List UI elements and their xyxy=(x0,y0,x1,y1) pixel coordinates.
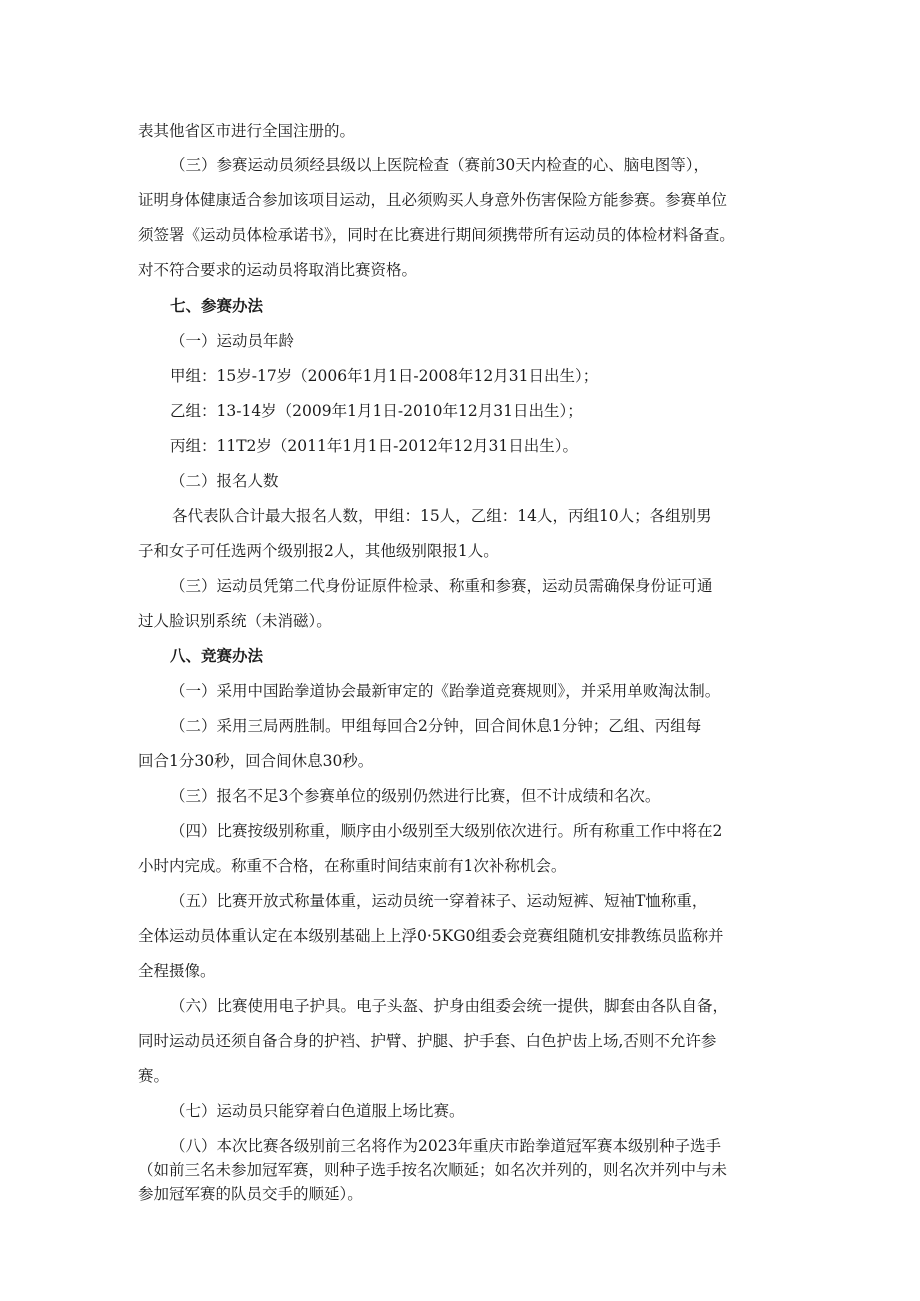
text-line: （六）比赛使用电子护具。电子头盔、护身由组委会统一提供，脚套由各队自备， xyxy=(170,997,729,1015)
text-line: （四）比赛按级别称重，顺序由小级别至大级别依次进行。所有称重工作中将在2 xyxy=(170,822,723,840)
text-line: 小时内完成。称重不合格，在称重时间结束前有1次补称机会。 xyxy=(138,857,567,875)
text-line: 须签署《运动员体检承诺书》，同时在比赛进行期间须携带所有运动员的体检材料备查。 xyxy=(138,226,735,244)
group-a-line: 甲组：15岁-17岁（2006年1月1日-2008年12月31日出生）； xyxy=(170,367,599,385)
section-heading-8: 八、竞赛办法 xyxy=(170,646,264,665)
text-line: （五）比赛开放式称量体重，运动员统一穿着袜子、运动短裤、短袖T恤称重， xyxy=(170,892,708,910)
text-line: 对不符合要求的运动员将取消比赛资格。 xyxy=(138,261,418,279)
group-c-line: 丙组：11T2岁（2011年1月1日-2012年12月31日出生）。 xyxy=(170,437,578,455)
text-line: （八）本次比赛各级别前三名将作为2023年重庆市跆拳道冠军赛本级别种子选手 xyxy=(170,1137,721,1155)
text-line: 参加冠军赛的队员交手的顺延）。 xyxy=(138,1185,363,1203)
text-line: （三）参赛运动员须经县级以上医院检查（赛前30天内检查的心、脑电图等）， xyxy=(170,156,709,174)
text-line: 过人脸识别系统（未消磁）。 xyxy=(138,612,332,630)
subheading-count: （二）报名人数 xyxy=(170,472,279,490)
text-line: 回合1分30秒，回合间休息30秒。 xyxy=(138,752,374,770)
section-heading-7: 七、参赛办法 xyxy=(170,296,264,315)
subheading-age: （一）运动员年龄 xyxy=(170,332,295,350)
group-b-line: 乙组：13-14岁（2009年1月1日-2010年12月31日出生）； xyxy=(170,402,583,420)
text-line: 各代表队合计最大报名人数，甲组：15人，乙组：14人，丙组10人；各组别男 xyxy=(172,507,712,525)
paragraph-registration-tail: 表其他省区市进行全国注册的。 xyxy=(138,122,356,140)
text-line: （二）采用三局两胜制。甲组每回合2分钟，回合间休息1分钟；乙组、丙组每 xyxy=(170,717,702,735)
text-line: 全程摄像。 xyxy=(138,962,216,980)
text-line: （三）运动员凭第二代身份证原件检录、称重和参赛，运动员需确保身份证可通 xyxy=(170,577,713,595)
text-line: （如前三名未参加冠军赛，则种子选手按名次顺延；如名次并列的，则名次并列中与未 xyxy=(138,1161,728,1179)
text-line: 同时运动员还须自备合身的护裆、护臂、护腿、护手套、白色护齿上场,否则不允许参 xyxy=(138,1032,717,1050)
paragraph-min-units: （三）报名不足3个参赛单位的级别仍然进行比赛，但不计成绩和名次。 xyxy=(170,787,661,805)
paragraph-rules: （一）采用中国跆拳道协会最新审定的《跆拳道竞赛规则》，并采用单败淘汰制。 xyxy=(170,682,721,700)
text-line: 证明身体健康适合参加该项目运动，且必须购买人身意外伤害保险方能参赛。参赛单位 xyxy=(138,191,728,209)
text-line: 赛。 xyxy=(138,1067,170,1085)
text-line: 子和女子可任选两个级别报2人，其他级别限报1人。 xyxy=(138,542,499,560)
text-line: 全体运动员体重认定在本级别基础上上浮0·5KG0组委会竞赛组随机安排教练员监称并 xyxy=(138,927,724,945)
paragraph-uniform: （七）运动员只能穿着白色道服上场比赛。 xyxy=(170,1102,465,1120)
